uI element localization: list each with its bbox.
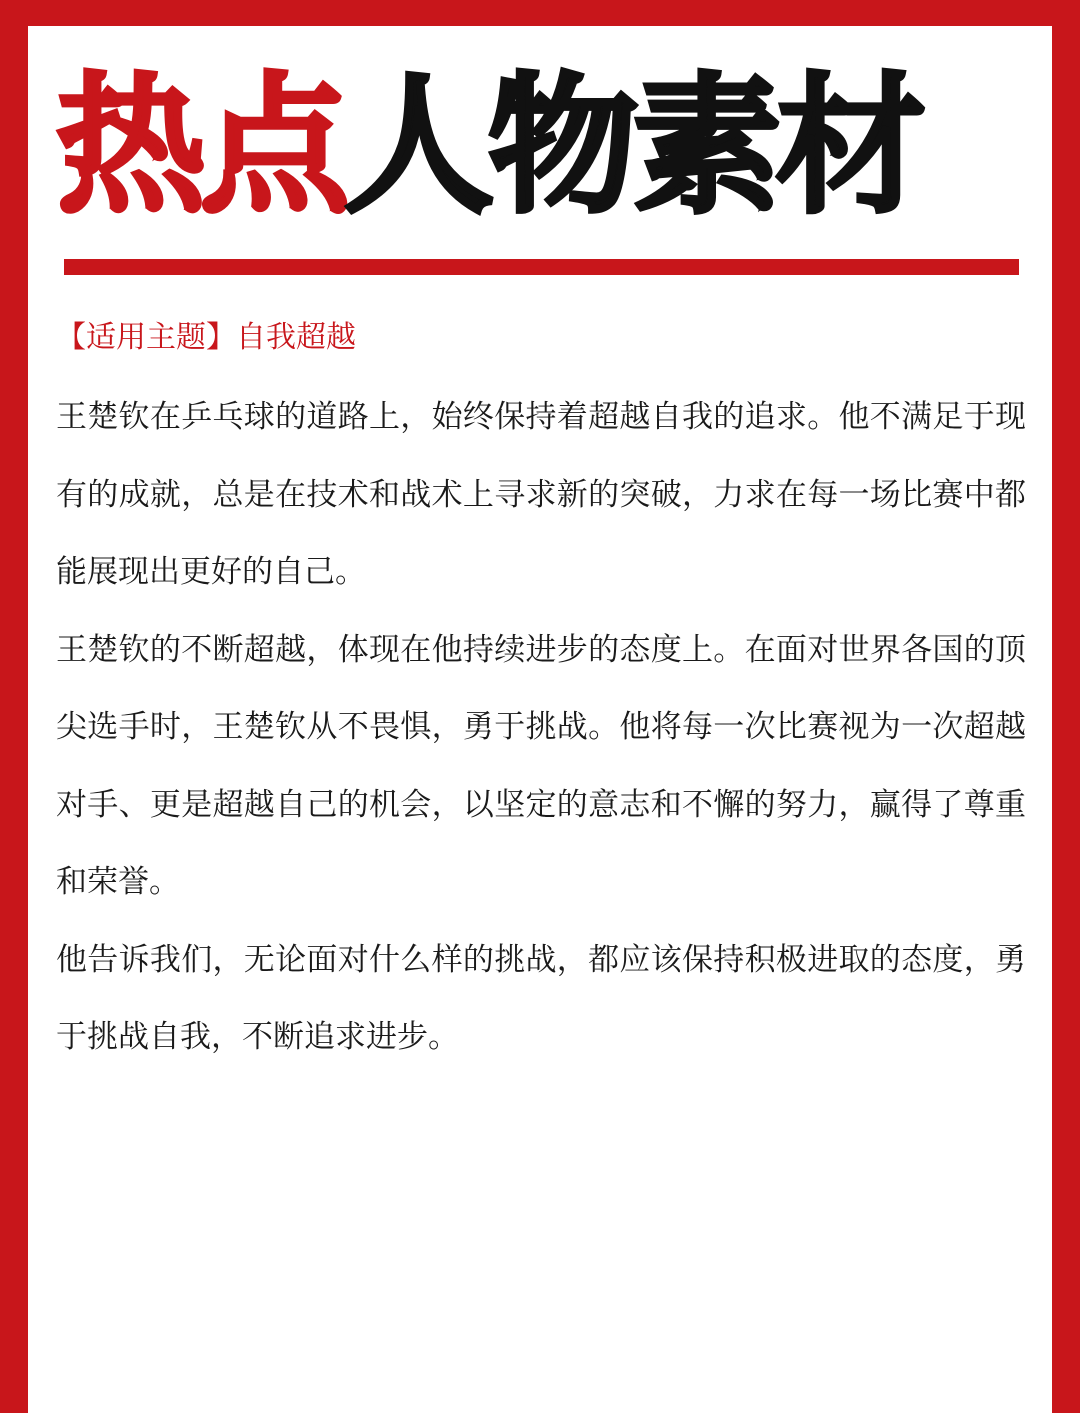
paragraph-3: 他告诉我们，无论面对什么样的挑战，都应该保持积极进取的态度，勇于挑战自我，不断追求进步。	[56, 941, 1026, 1055]
title-highlight: 热点	[56, 60, 345, 234]
title-divider	[64, 259, 1019, 275]
title-main: 人物素材	[344, 60, 921, 234]
paragraph-1: 王楚钦在乒乓球的道路上，始终保持着超越自我的追求。他不满足于现有的成就，总是在技术和战术上寻求新的突破，力求在每一场比赛中都能展现出更好的自己。	[56, 399, 1026, 590]
article-body	[56, 379, 1026, 1077]
paragraph-2: 王楚钦的不断超越，体现在他持续进步的态度上。在面对世界各国的顶尖选手时，王楚钦从不畏惧，勇于挑战。他将每一次比赛视为一次超越对手、更是超越自己的机会，以坚定的意志和不懈的努力，赢得了尊重和荣誉。	[56, 631, 1026, 900]
topic-label: 【适用主题】自我超越	[56, 320, 356, 355]
page-title	[56, 62, 1016, 232]
